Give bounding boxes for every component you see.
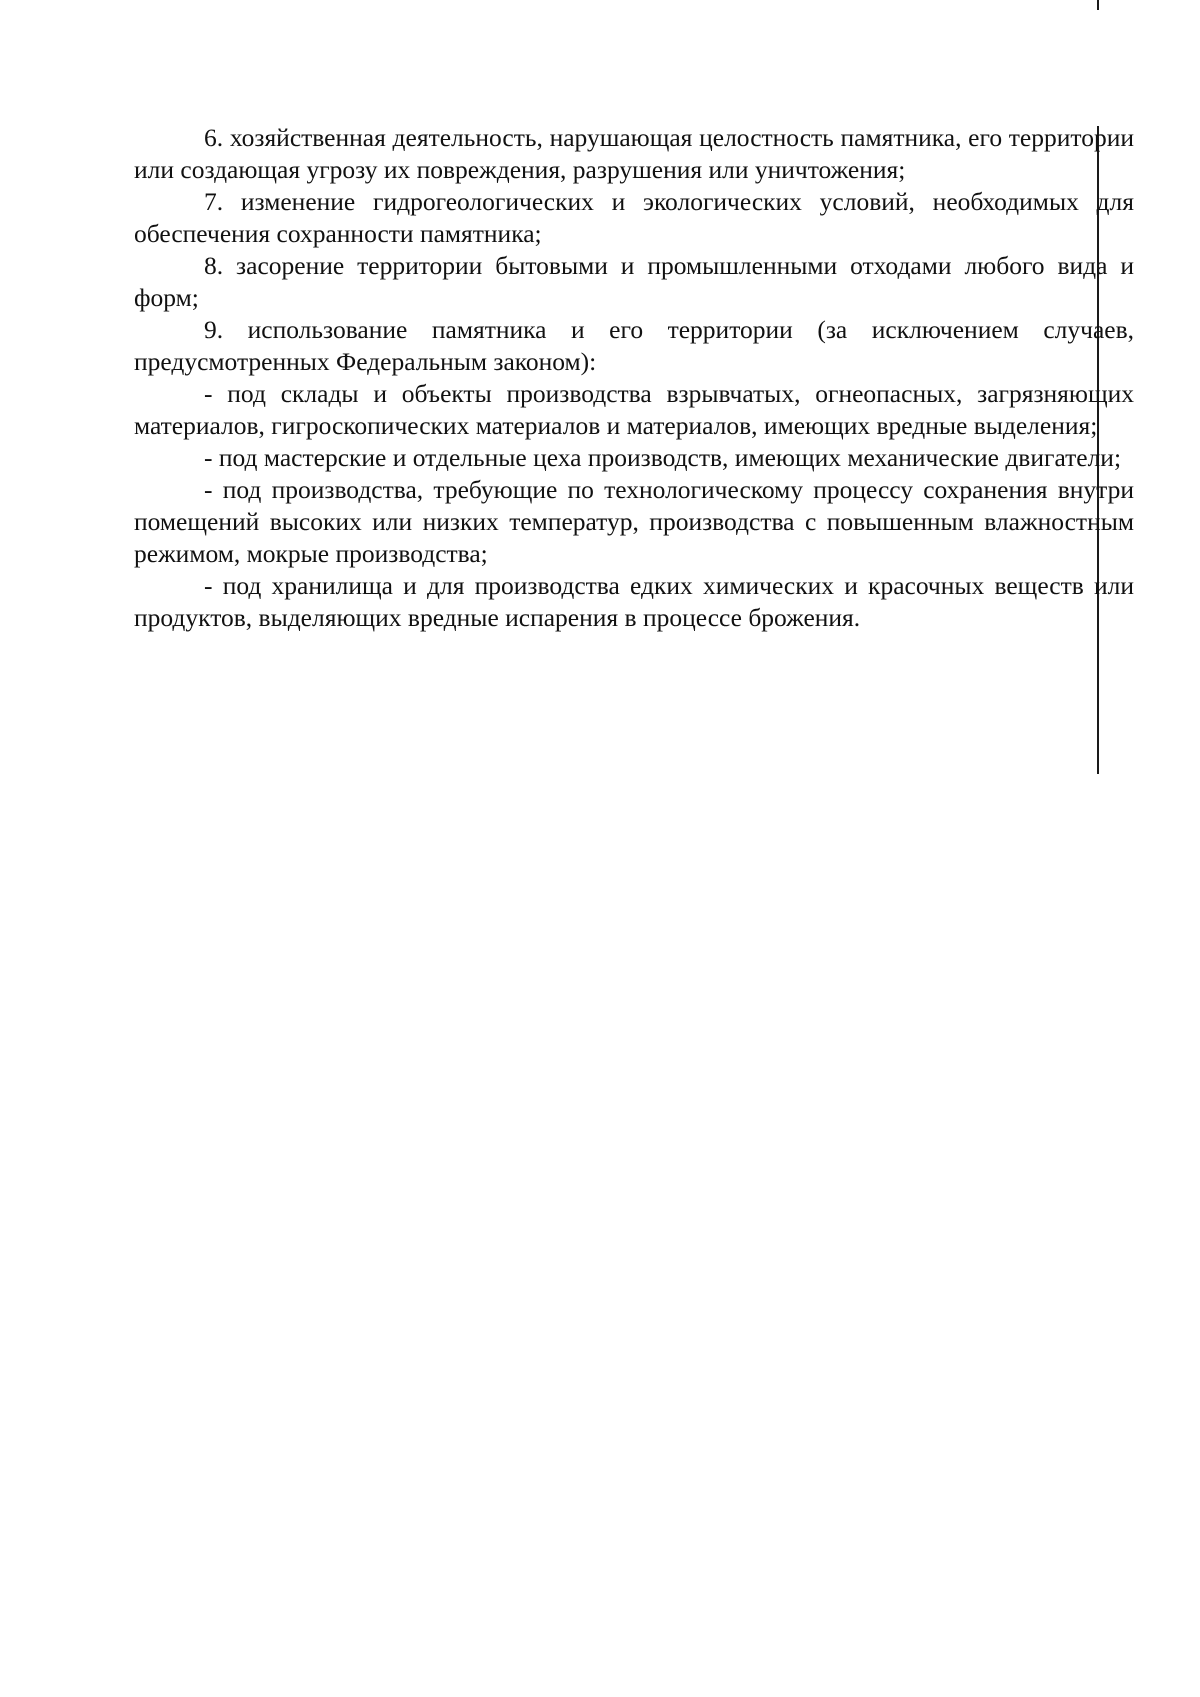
paragraph-item-6: 6. хозяйственная деятельность, нарушающая целостность памятника, его территории или создающая угрозу их повреждения, разрушения или уничтожения; (134, 123, 1134, 184)
paragraph-subitem-temperature-production: - под производства, требующие по технологическому процессу сохранения внутри помещений высоких или низких температур, производства с повышенным влажностным режимом, мокрые производства; (134, 475, 1134, 568)
document-body (134, 122, 1134, 634)
paragraph-subitem-chemical-storage: - под хранилища и для производства едких химических и красочных веществ или продуктов, выделяющих вредные испарения в процессе брожения. (134, 571, 1134, 632)
paragraph-subitem-warehouses: - под склады и объекты производства взрывчатых, огнеопасных, загрязняющих материалов, гигроскопических материалов и материалов, имеющих вредные выделения; (134, 379, 1134, 440)
paragraph-item-8: 8. засорение территории бытовыми и промышленными отходами любого вида и форм; (134, 251, 1134, 312)
paragraph-subitem-workshops: - под мастерские и отдельные цеха производств, имеющих механические двигатели; (204, 443, 1122, 472)
paragraph-item-7: 7. изменение гидрогеологических и экологических условий, необходимых для обеспечения сохранности памятника; (134, 187, 1134, 248)
margin-rule-top (1097, 0, 1099, 10)
paragraph-item-9: 9. использование памятника и его территории (за исключением случаев, предусмотренных Федеральным законом): (134, 315, 1134, 376)
